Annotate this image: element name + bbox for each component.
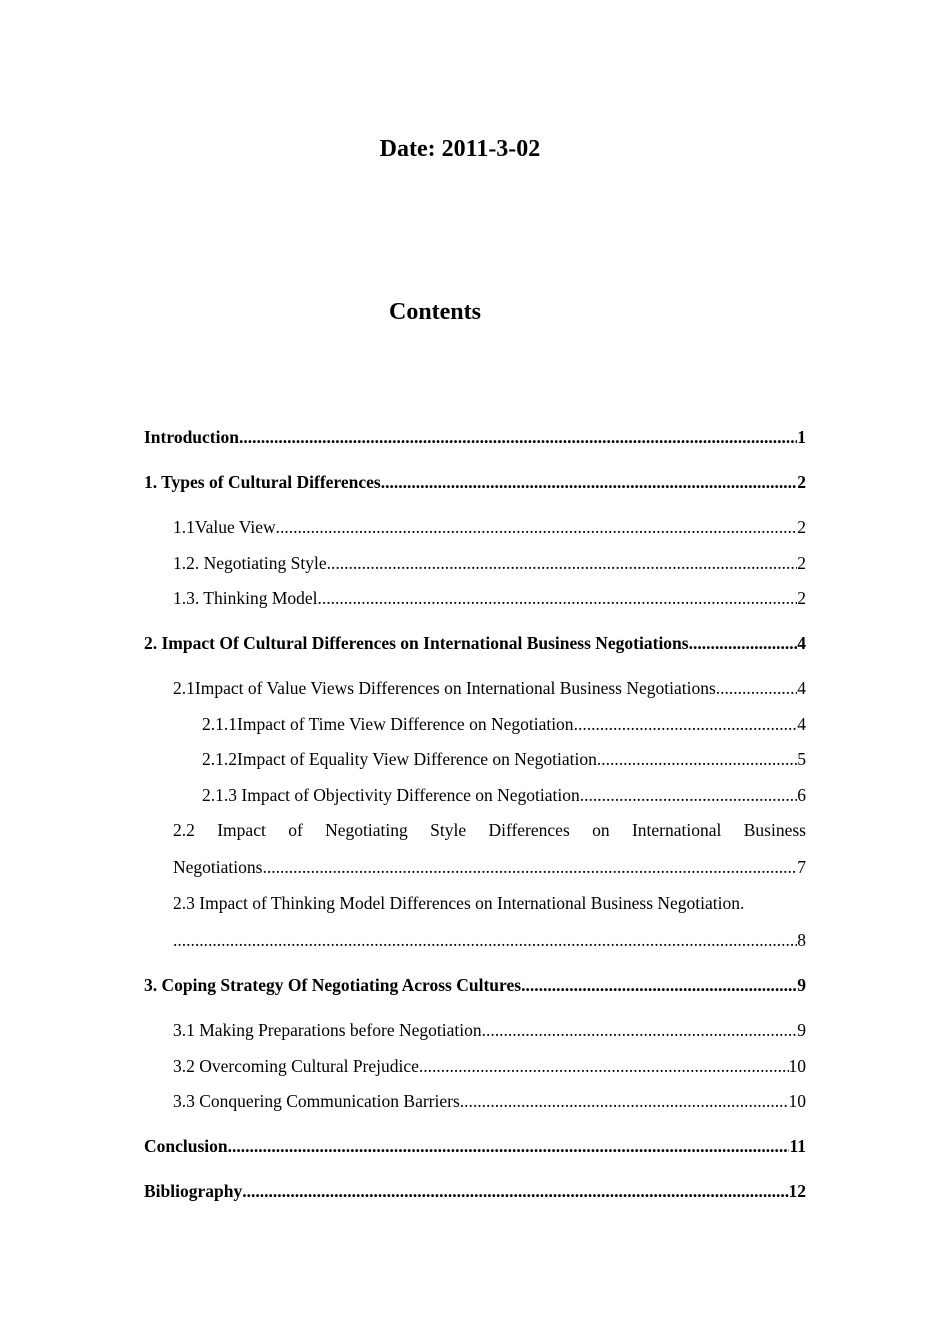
toc-entry-page: 5: [797, 749, 806, 769]
dot-leader: [228, 1135, 790, 1157]
document-date: Date: 2011-3-02: [379, 136, 541, 162]
toc-entry-title: Bibliography: [144, 1181, 243, 1201]
toc-entry-page: 10: [788, 1056, 806, 1076]
toc-entry-page: 8: [797, 930, 806, 950]
dot-leader: [580, 784, 797, 806]
toc-entry-page: 12: [788, 1181, 806, 1201]
toc-entry-title: 3.3 Conquering Communication Barriers: [173, 1091, 460, 1111]
toc-word: Differences: [488, 820, 570, 840]
toc-entry-title: 3. Coping Strategy Of Negotiating Across Cultures: [144, 975, 522, 995]
toc-entry-bibliography[interactable]: [144, 1180, 806, 1202]
toc-entry-title: 2.1Impact of Value Views Differences on International Business Negotiations: [173, 678, 716, 698]
toc-word: 2.2: [173, 820, 195, 840]
toc-entry-2-2-line-2[interactable]: [173, 856, 806, 878]
toc-entry-introduction[interactable]: [144, 426, 806, 448]
toc-word: Negotiating: [325, 820, 408, 840]
toc-entry-page: 7: [797, 857, 806, 877]
toc-entry-title: 1. Types of Cultural Differences: [144, 472, 381, 492]
toc-word: on: [592, 820, 610, 840]
dot-leader: [419, 1055, 789, 1077]
toc-entry-title: Negotiations: [173, 857, 263, 877]
toc-entry-title: 1.2. Negotiating Style: [173, 553, 327, 573]
toc-entry-page: 4: [797, 633, 806, 653]
toc-entry-2-1-3[interactable]: [202, 784, 806, 806]
toc-entry-title: 3.2 Overcoming Cultural Prejudice: [173, 1056, 419, 1076]
toc-entry-2-3-line-1[interactable]: [173, 892, 806, 914]
dot-leader: [318, 587, 798, 609]
toc-entry-title: 1.1Value View: [173, 517, 276, 537]
toc-entry-page: 9: [797, 1020, 806, 1040]
toc-entry-title: 2.1.3 Impact of Objectivity Difference on Negotiation: [202, 785, 580, 805]
toc-entry-conclusion[interactable]: [144, 1135, 806, 1157]
toc-entry-1-1[interactable]: [173, 516, 806, 538]
dot-leader: [460, 1090, 789, 1112]
dot-leader: [574, 713, 798, 735]
dot-leader: [689, 632, 798, 654]
table-of-contents: [144, 0, 806, 1344]
toc-entry-3-3[interactable]: [173, 1090, 806, 1112]
dot-leader: [327, 552, 798, 574]
toc-entry-title: 3.1 Making Preparations before Negotiation: [173, 1020, 482, 1040]
toc-entry-3-2[interactable]: [173, 1055, 806, 1077]
dot-leader: [262, 856, 797, 878]
dot-leader: [482, 1019, 798, 1041]
toc-entry-page: 2: [797, 517, 806, 537]
toc-entry-page: 6: [797, 785, 806, 805]
toc-entry-section-3[interactable]: [144, 974, 806, 996]
toc-entry-2-1[interactable]: [173, 677, 806, 699]
toc-entry-2-1-2[interactable]: [202, 748, 806, 770]
toc-entry-page: 9: [797, 975, 806, 995]
dot-leader: [597, 748, 797, 770]
toc-entry-2-1-1[interactable]: [202, 713, 806, 735]
toc-entry-page: 10: [788, 1091, 806, 1111]
dot-leader: [239, 426, 797, 448]
contents-heading: Contents: [388, 299, 481, 325]
toc-entry-title: 2.1.1Impact of Time View Difference on Negotiation: [202, 714, 574, 734]
toc-entry-page: 4: [797, 714, 806, 734]
toc-entry-title: 2. Impact Of Cultural Differences on International Business Negotiations: [144, 633, 689, 653]
toc-word: Business: [743, 820, 806, 840]
dot-leader: [242, 1180, 788, 1202]
toc-word: Style: [430, 820, 467, 840]
toc-entry-page: 2: [797, 588, 806, 608]
toc-entry-1-3[interactable]: [173, 587, 806, 609]
toc-entry-title: 2.1.2Impact of Equality View Difference on Negotiation: [202, 749, 597, 769]
toc-entry-title: 1.3. Thinking Model: [173, 588, 318, 608]
toc-entry-title: Conclusion: [144, 1136, 228, 1156]
toc-word: Impact: [217, 820, 266, 840]
toc-word: International: [631, 820, 722, 840]
dot-leader: [173, 929, 797, 951]
toc-entry-page: 11: [789, 1136, 806, 1156]
toc-entry-2-3-line-2[interactable]: [173, 929, 806, 951]
toc-entry-page: 2: [797, 472, 806, 492]
toc-entry-section-2[interactable]: [144, 632, 806, 654]
dot-leader: [521, 974, 797, 996]
dot-leader: [381, 471, 798, 493]
toc-entry-2-2-line-1[interactable]: [173, 819, 806, 841]
toc-entry-section-1[interactable]: [144, 471, 806, 493]
toc-entry-page: 4: [797, 678, 806, 698]
toc-word: of: [288, 820, 303, 840]
toc-entry-title: 2.3 Impact of Thinking Model Differences on International Business Negotiation.: [173, 893, 745, 913]
toc-entry-page: 1: [797, 427, 806, 447]
toc-entry-title: Introduction: [144, 427, 239, 447]
toc-entry-1-2[interactable]: [173, 552, 806, 574]
toc-entry-3-1[interactable]: [173, 1019, 806, 1041]
toc-entry-page: 2: [797, 553, 806, 573]
dot-leader: [276, 516, 798, 538]
dot-leader: [716, 677, 797, 699]
